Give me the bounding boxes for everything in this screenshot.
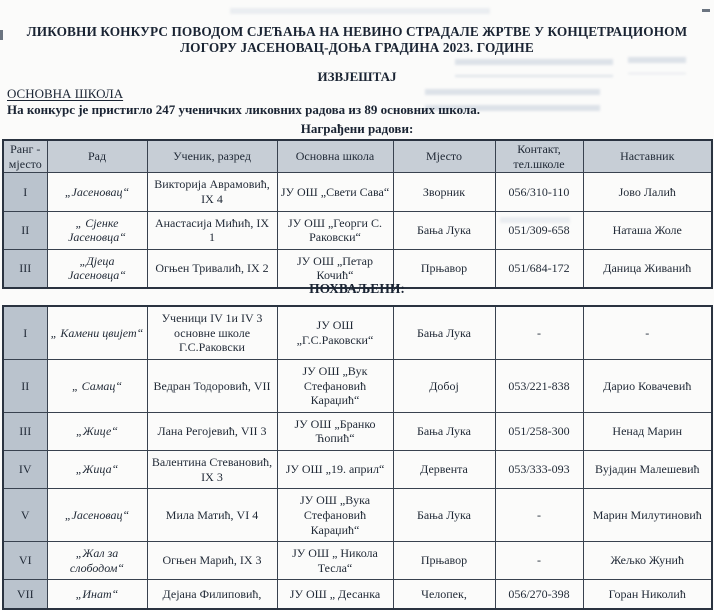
cell-place: Добој — [393, 359, 495, 412]
cell-contact: - — [495, 542, 583, 580]
commended-heading: ПОХВАЉЕНИ: — [309, 281, 405, 296]
cell-school: ЈУ ОШ „ Никола Тесла“ — [277, 542, 393, 580]
cell-contact: 051/309-658 — [495, 211, 583, 249]
cell-work: „ Самац“ — [47, 359, 147, 412]
cell-student: Викторија Аврамовић, IX 4 — [147, 173, 277, 211]
cell-school: ЈУ ОШ „19. април“ — [277, 451, 393, 489]
cell-contact: 056/270-398 — [495, 580, 583, 610]
cell-teacher: Жељко Жунић — [583, 542, 712, 580]
cell-work: „Инат“ — [47, 580, 147, 610]
table-row — [3, 580, 712, 610]
cell-contact: 053/221-838 — [495, 359, 583, 412]
cell-work: „ Камени цвијет“ — [47, 306, 147, 359]
table-row — [3, 451, 712, 489]
table-row — [3, 359, 712, 412]
table-row — [3, 211, 712, 249]
cell-rank: I — [3, 306, 47, 359]
cell-school: ЈУ ОШ „Петар Кочић“ — [277, 249, 393, 288]
cell-school: ЈУ ОШ „Бранко Ћопић“ — [277, 412, 393, 450]
header-student: Ученик, разред — [147, 140, 277, 173]
cell-teacher: Марин Милутиновић — [583, 489, 712, 542]
cell-teacher: Горан Николић — [583, 580, 712, 610]
cell-teacher: Јово Лалић — [583, 173, 712, 211]
cell-teacher: Вујадин Малешевић — [583, 451, 712, 489]
cell-school: ЈУ ОШ „ Десанка — [277, 580, 393, 610]
table-header-row — [3, 140, 712, 173]
cell-work: „ Сјенке Јасеновца“ — [47, 211, 147, 249]
table-row — [3, 542, 712, 580]
report-heading: ИЗВЈЕШТАЈ — [317, 69, 397, 84]
cell-contact: - — [495, 306, 583, 359]
cell-school: ЈУ ОШ „Г.С.Раковски“ — [277, 306, 393, 359]
cell-student: Ведран Тодоровић, VII — [147, 359, 277, 412]
cell-student: Огњен Марић, IX 3 — [147, 542, 277, 580]
cell-contact: 051/258-300 — [495, 412, 583, 450]
cell-student: Лана Регојевић, VII 3 — [147, 412, 277, 450]
awarded-works-heading: Награђени радови: — [300, 121, 414, 136]
header-place: Мјесто — [393, 140, 495, 173]
commended-works-table — [2, 305, 713, 610]
cell-place: Прњавор — [393, 249, 495, 288]
cell-rank: II — [3, 359, 47, 412]
cell-student: Мила Матић, VI 4 — [147, 489, 277, 542]
header-rank: Ранг - мјесто — [3, 140, 47, 173]
cell-school: ЈУ ОШ „Свети Сава“ — [277, 173, 393, 211]
cell-rank: III — [3, 412, 47, 450]
cell-school: ЈУ ОШ „Георги С. Раковски“ — [277, 211, 393, 249]
cell-work: „Жал за слободом“ — [47, 542, 147, 580]
document-title: ЛИКОВНИ КОНКУРС ПОВОДОМ СЈЕЋАЊА НА НЕВИНО СТРАДАЛЕ ЖРТВЕ У КОНЦЕТРАЦИОНОМ ЛОГОРУ ЈАСЕНОВАЦ-ДОЊА ГРАДИНА 2023. ГОДИНЕ — [26, 24, 688, 56]
table-row — [3, 489, 712, 542]
cell-teacher: Даница Живанић — [583, 249, 712, 288]
cell-contact: 056/310-110 — [495, 173, 583, 211]
cell-rank: III — [3, 249, 47, 288]
cell-work: „Јасеновац“ — [47, 173, 147, 211]
cell-work: „Дјеца Јасеновца“ — [47, 249, 147, 288]
cell-contact: - — [495, 489, 583, 542]
cell-rank: VI — [3, 542, 47, 580]
cell-place: Дервента — [393, 451, 495, 489]
cell-place: Бања Лука — [393, 211, 495, 249]
cell-teacher: Наташа Жоле — [583, 211, 712, 249]
section-heading: ОСНОВНА ШКОЛА — [7, 86, 124, 101]
cell-student: Дејана Филиповић, — [147, 580, 277, 610]
awarded-works-table — [2, 139, 713, 289]
cell-contact: 053/333-093 — [495, 451, 583, 489]
cell-rank: I — [3, 173, 47, 211]
cell-rank: VII — [3, 580, 47, 610]
cell-student: Анастасија Мићић, IX 1 — [147, 211, 277, 249]
cell-work: „Јасеновац“ — [47, 489, 147, 542]
cell-teacher: - — [583, 306, 712, 359]
header-school: Основна школа — [277, 140, 393, 173]
scan-artifact-mark — [702, 9, 710, 12]
cell-rank: V — [3, 489, 47, 542]
cell-student: Ученици IV 1и IV 3 основне школе Г.С.Раковски — [147, 306, 277, 359]
table-row — [3, 306, 712, 359]
cell-place: Челопек, — [393, 580, 495, 610]
cell-teacher: Ненад Марин — [583, 412, 712, 450]
table-row — [3, 173, 712, 211]
cell-student: Валентина Стевановић, IX 3 — [147, 451, 277, 489]
table-row — [3, 412, 712, 450]
cell-school: ЈУ ОШ „Вука Стефановић Караџић“ — [277, 489, 393, 542]
bleed-through-ghost — [230, 5, 490, 14]
cell-place: Прњавор — [393, 542, 495, 580]
cell-place: Бања Лука — [393, 489, 495, 542]
cell-work: „Жице“ — [47, 412, 147, 450]
header-teacher: Наставник — [583, 140, 712, 173]
cell-student: Огњен Тривалић, IX 2 — [147, 249, 277, 288]
cell-place: Зворник — [393, 173, 495, 211]
cell-school: ЈУ ОШ „Вук Стефановић Караџић“ — [277, 359, 393, 412]
cell-rank: IV — [3, 451, 47, 489]
header-contact: Контакт, тел.школе — [495, 140, 583, 173]
header-work: Рад — [47, 140, 147, 173]
cell-teacher: Дарио Ковачевић — [583, 359, 712, 412]
cell-rank: II — [3, 211, 47, 249]
cell-place: Бања Лука — [393, 412, 495, 450]
cell-contact: 051/684-172 — [495, 249, 583, 288]
cell-work: „Жица“ — [47, 451, 147, 489]
intro-sentence: На конкурс је пристигло 247 ученичких ликовних радова из 89 основних школа. — [7, 102, 480, 117]
cell-place: Бања Лука — [393, 306, 495, 359]
